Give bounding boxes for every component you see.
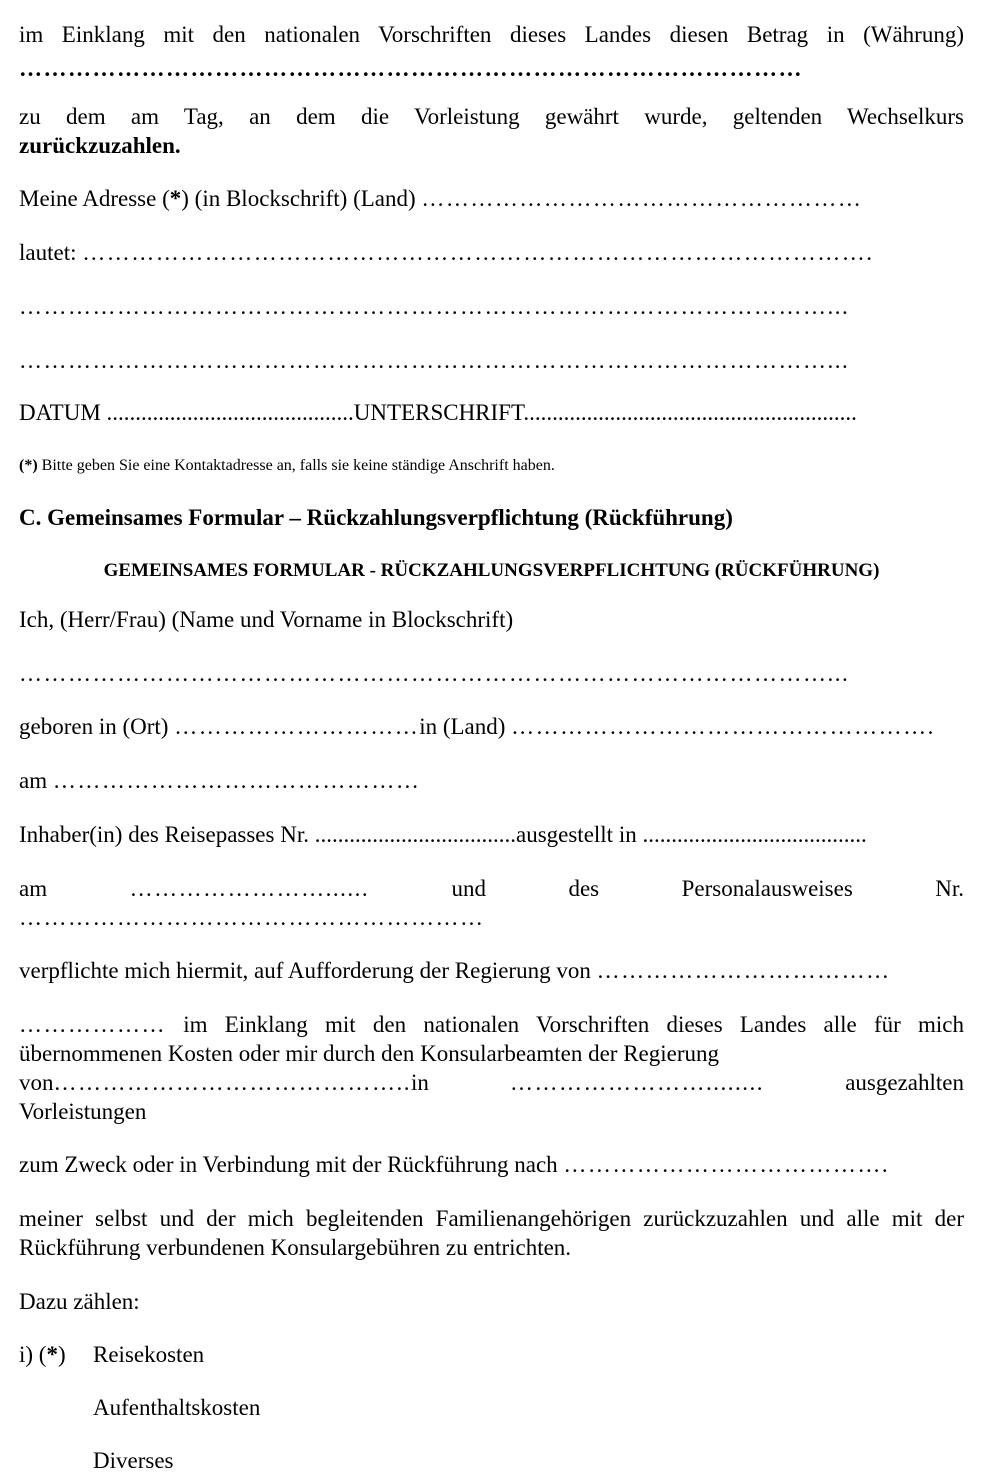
birthplace-line: geboren in (Ort) …………………………in (Land) …………………………………………….: [19, 714, 935, 739]
dazu-zaehlen: Dazu zählen:: [19, 1289, 140, 1314]
footnote: (*) Bitte geben Sie eine Kontaktadresse an, falls sie keine ständige Anschrift haben.: [19, 457, 555, 474]
list-item-aufenthaltskosten: Aufenthaltskosten: [93, 1395, 261, 1420]
id-personalausweis: Personalausweises: [681, 876, 853, 901]
intro-line-2: zu dem am Tag, an dem die Vorleistung gewährt wurde, geltenden Wechselkurs: [19, 104, 964, 129]
ausgezahlten-word: ausgezahlten: [845, 1070, 964, 1095]
obligation-paragraph: ……………… im Einklang mit den nationalen Vorschriften dieses Landes alle für mich übernommenen Kosten oder mir durch den Konsularbeamten der Regierung: [19, 1012, 964, 1066]
id-dots: ……………………......: [129, 876, 370, 901]
von-field: von……………………………………..in: [19, 1070, 429, 1095]
list-item-diverses: Diverses: [93, 1448, 174, 1473]
birthdate-line: am ………………………………………: [19, 768, 421, 793]
address-blank-line-1: ………………………………………………………………………………………...: [19, 294, 850, 319]
intro-line-2-bold: zurückzuzahlen.: [19, 133, 181, 158]
list-marker: i) (*): [19, 1342, 66, 1367]
id-am: am: [19, 876, 48, 901]
in-field-dots: ……………………........: [510, 1070, 765, 1095]
intro-currency-dots: ……………………………………………………………………………………: [19, 56, 803, 81]
id-card-line: [19, 874, 964, 903]
obligation-von-line: [19, 1068, 964, 1097]
address-line: Meine Adresse (*) (in Blockschrift) (Land) ………………………………………………: [19, 186, 863, 211]
name-label: Ich, (Herr/Frau) (Name und Vorname in Blockschrift): [19, 607, 514, 632]
address-lautet-line: lautet: …………………………………………………………………………………….: [19, 240, 874, 265]
signature-line: DATUM ...........................................UNTERSCHRIFT..........................................................: [19, 400, 857, 425]
id-und: und: [451, 876, 487, 901]
obligation-line: verpflichte mich hiermit, auf Aufforderung der Regierung von ………………………………: [19, 958, 891, 983]
section-caption: GEMEINSAMES FORMULAR - RÜCKZAHLUNGSVERPFLICHTUNG (RÜCKFÜHRUNG): [103, 560, 880, 581]
obligation-last-line: Vorleistungen: [19, 1099, 147, 1124]
purpose-line: zum Zweck oder in Verbindung mit der Rückführung nach ………………………………….: [19, 1152, 890, 1177]
id-nr: Nr.: [935, 876, 964, 901]
section-heading: C. Gemeinsames Formular – Rückzahlungsverpflichtung (Rückführung): [19, 505, 733, 530]
family-paragraph: meiner selbst und der mich begleitenden Familienangehörigen zurückzuzahlen und alle mit der Rückführung verbundenen Konsulargebühren zu entrichten.: [19, 1206, 964, 1260]
intro-line-1: im Einklang mit den nationalen Vorschriften dieses Landes diesen Betrag in (Währung): [19, 22, 964, 47]
id-number-dots: …………………………………………………: [19, 905, 485, 930]
id-des: des: [568, 876, 600, 901]
passport-line: Inhaber(in) des Reisepasses Nr. ...................................ausgestellt in .......................................: [19, 822, 867, 847]
name-dots-line: ………………………………………………………………………………………...: [19, 661, 850, 686]
address-blank-line-2: ………………………………………………………………………………………...: [19, 348, 850, 373]
list-item-reisekosten: Reisekosten: [93, 1342, 205, 1367]
